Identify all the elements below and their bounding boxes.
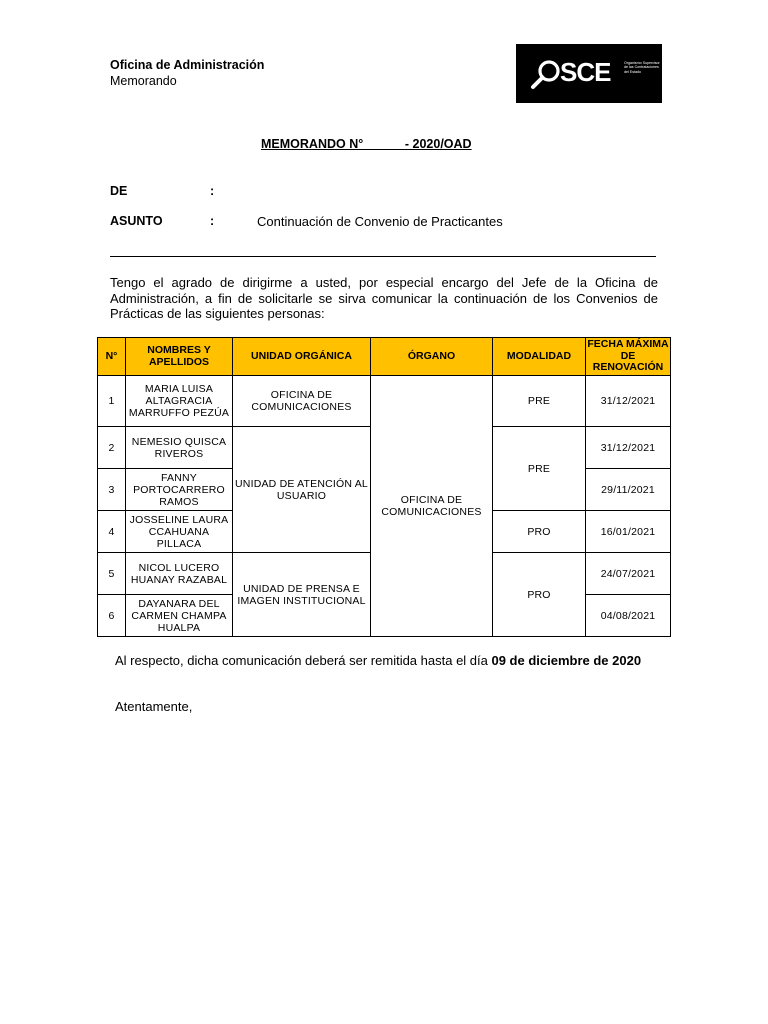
asunto-value: Continuación de Convenio de Practicantes — [257, 214, 503, 229]
magnifier-icon — [530, 58, 562, 90]
row-name: FANNY PORTOCARRERO RAMOS — [126, 469, 233, 511]
row-name: NEMESIO QUISCA RIVEROS — [126, 427, 233, 469]
row-date: 24/07/2021 — [586, 553, 671, 595]
header-fecha: FECHA MÁXIMA DE RENOVACIÓN — [586, 338, 671, 376]
office-name: Oficina de Administración — [110, 58, 265, 72]
asunto-colon: : — [210, 214, 215, 228]
document-type: Memorando — [110, 74, 177, 88]
row-name: MARIA LUISA ALTAGRACIA MARRUFFO PEZÚA — [126, 376, 233, 427]
row-name: JOSSELINE LAURA CCAHUANA PILLACA — [126, 511, 233, 553]
practicantes-table — [97, 337, 671, 637]
row-number: 1 — [98, 376, 126, 427]
regards: Atentamente, — [115, 699, 193, 714]
header-nombres: NOMBRES Y APELLIDOS — [126, 338, 233, 376]
modalidad-cell: PRE — [493, 376, 586, 427]
table-row — [98, 376, 671, 427]
modalidad-cell: PRO — [493, 553, 586, 637]
intro-paragraph: Tengo el agrado de dirigirme a usted, por especial encargo del Jefe de la Oficina de Administración, a fin de solicitarle se sirva comunicar la continuación de los Convenios de Prácticas de las siguientes personas: — [110, 275, 658, 321]
deadline-date: 09 de diciembre de 2020 — [491, 653, 642, 668]
row-name: DAYANARA DEL CARMEN CHAMPA HUALPA — [126, 595, 233, 637]
unidad-cell: UNIDAD DE PRENSA E IMAGEN INSTITUCIONAL — [233, 553, 371, 637]
asunto-label: ASUNTO — [110, 214, 163, 228]
row-number: 5 — [98, 553, 126, 595]
osce-logo — [516, 44, 662, 103]
closing-paragraph — [115, 653, 660, 669]
header-organo: ÓRGANO — [371, 338, 493, 376]
de-label: DE — [110, 184, 128, 198]
row-number: 4 — [98, 511, 126, 553]
separator-line — [110, 256, 656, 257]
row-number: 2 — [98, 427, 126, 469]
closing-text: Al respecto, dicha comunicación deberá ser remitida hasta el día — [115, 653, 492, 668]
header-unidad: UNIDAD ORGÁNICA — [233, 338, 371, 376]
modalidad-cell: PRO — [493, 511, 586, 553]
row-date: 29/11/2021 — [586, 469, 671, 511]
logo-tagline: Organismo Supervisor de las Contrataciones del Estado — [624, 61, 660, 74]
de-colon: : — [210, 184, 215, 198]
row-date: 31/12/2021 — [586, 376, 671, 427]
unidad-cell: OFICINA DE COMUNICACIONES — [233, 376, 371, 427]
row-number: 6 — [98, 595, 126, 637]
table-header-row — [98, 338, 671, 376]
organo-cell: OFICINA DE COMUNICACIONES — [371, 376, 493, 637]
row-date: 31/12/2021 — [586, 427, 671, 469]
row-date: 16/01/2021 — [586, 511, 671, 553]
row-number: 3 — [98, 469, 126, 511]
header-n: N° — [98, 338, 126, 376]
memo-title: MEMORANDO N° - 2020/OAD — [261, 137, 472, 151]
header-modalidad: MODALIDAD — [493, 338, 586, 376]
row-date: 04/08/2021 — [586, 595, 671, 637]
row-name: NICOL LUCERO HUANAY RAZABAL — [126, 553, 233, 595]
logo-wordmark: SCE — [560, 57, 611, 87]
modalidad-cell: PRE — [493, 427, 586, 511]
unidad-cell: UNIDAD DE ATENCIÓN AL USUARIO — [233, 427, 371, 553]
